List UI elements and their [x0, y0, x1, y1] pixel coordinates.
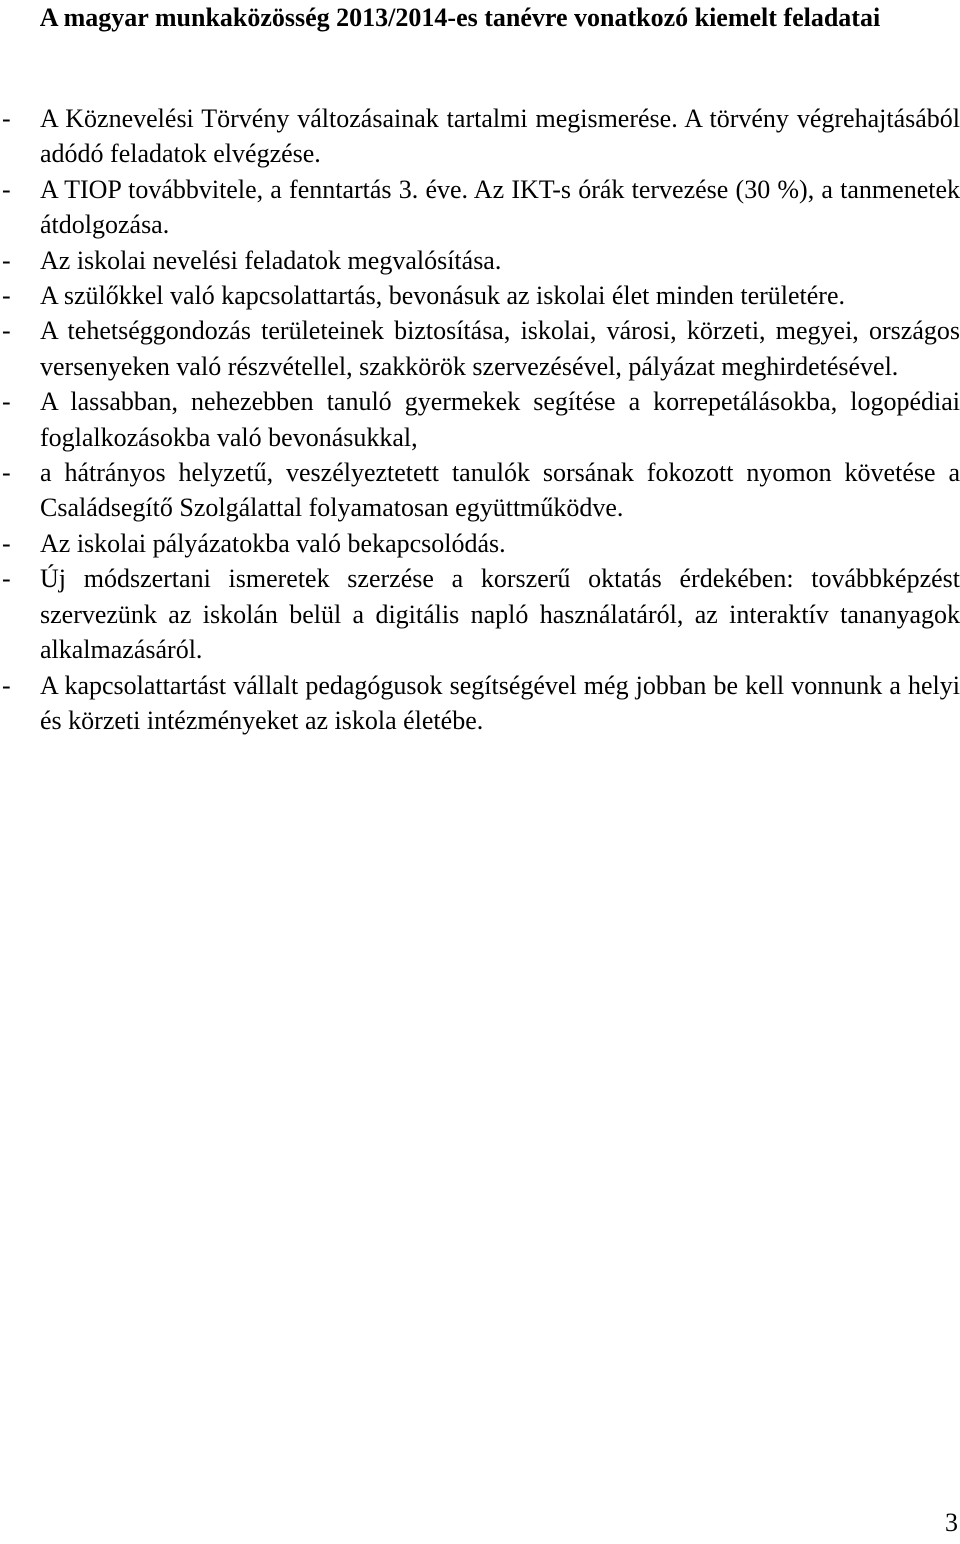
- task-text: A szülőkkel való kapcsolattartás, bevonásuk az iskolai élet minden területére.: [40, 281, 846, 311]
- task-item: [0, 526, 960, 561]
- list-bullet: -: [2, 104, 11, 133]
- task-text: Az iskolai pályázatokba való bekapcsolódás.: [40, 528, 506, 558]
- task-text: Az iskolai nevelési feladatok megvalósítása.: [40, 245, 502, 275]
- task-text: a hátrányos helyzetű, veszélyeztetett tanulók sorsának fokozott nyomon követése a Családsegítő Szolgálattal folyamatosan együttműködve.: [40, 458, 960, 523]
- list-bullet: -: [2, 670, 11, 700]
- task-text: A lassabban, nehezebben tanuló gyermekek segítése a korrepetálásokba, logopédiai foglalkozásokba való bevonásukkal,: [40, 387, 960, 452]
- task-text: A tehetséggondozás területeinek biztosítása, iskolai, városi, körzeti, megyei, országos versenyeken való részvétellel, szakkörök szervezésével, pályázat meghirdetésével.: [40, 316, 960, 381]
- list-bullet: -: [2, 528, 11, 558]
- task-item: [0, 668, 960, 739]
- task-item: [0, 278, 960, 313]
- task-item: [0, 455, 960, 526]
- task-item: [0, 384, 960, 455]
- task-text: A kapcsolattartást vállalt pedagógusok segítségével még jobban be kell vonnunk a helyi és körzeti intézményeket az iskola életébe.: [40, 670, 960, 735]
- task-item: [0, 313, 960, 384]
- task-item: [0, 561, 960, 667]
- task-text: A TIOP továbbvitele, a fenntartás 3. éve. Az IKT-s órák tervezése (30 %), a tanmenetek átdolgozása.: [40, 174, 960, 240]
- task-list: [0, 101, 960, 738]
- list-bullet: -: [2, 245, 11, 275]
- list-bullet: -: [2, 564, 11, 594]
- page-number: 3: [945, 1508, 958, 1537]
- list-bullet: -: [2, 316, 11, 346]
- list-bullet: -: [2, 281, 11, 311]
- list-bullet: -: [2, 174, 11, 204]
- task-item: [0, 101, 960, 172]
- task-text: A Köznevelési Törvény változásainak tartalmi megismerése. A törvény végrehajtásából adódó feladatok elvégzése.: [40, 104, 960, 169]
- document-title: A magyar munkaközösség 2013/2014-es tanévre vonatkozó kiemelt feladatai: [39, 3, 881, 32]
- task-text: Új módszertani ismeretek szerzése a korszerű oktatás érdekében: továbbképzést szervezünk az iskolán belül a digitális napló használatáról, az interaktív tananyagok alkalmazásáról.: [40, 564, 960, 665]
- list-bullet: -: [2, 458, 11, 488]
- task-item: [0, 172, 960, 243]
- list-bullet: -: [2, 387, 11, 417]
- task-item: [0, 243, 960, 278]
